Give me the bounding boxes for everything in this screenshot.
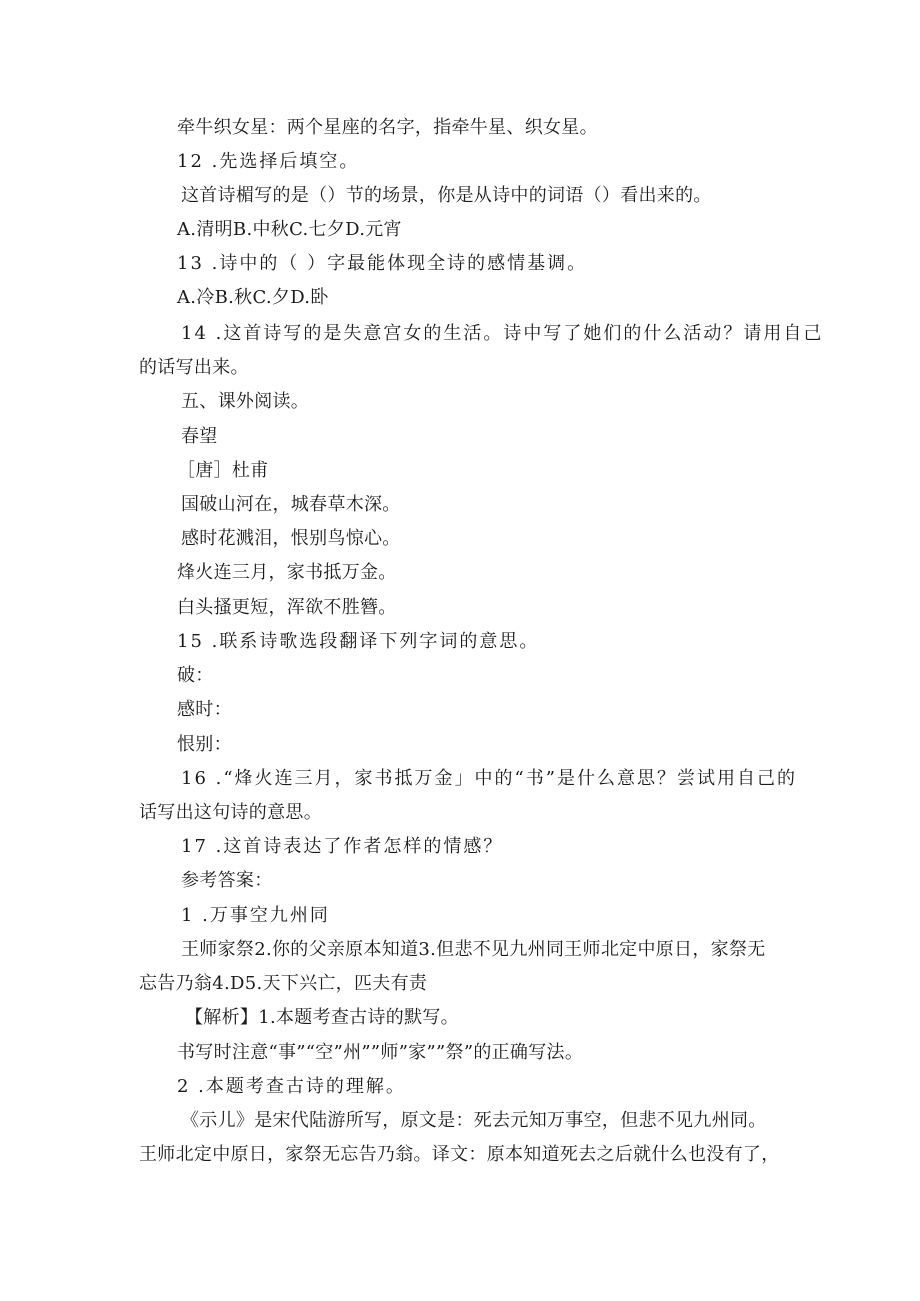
poem-line: 白头搔更短，浑欲不胜簪。 (177, 597, 397, 618)
text-line: 牵牛织女星：两个星座的名字，指牵牛星、织女星。 (177, 117, 598, 138)
text-line: 忘告乃翁4.D5.天下兴亡，匹夫有责 (139, 973, 428, 994)
text-line: 破： (177, 665, 214, 686)
analysis-heading: 【解析】1.本题考查古诗的默写。 (185, 1007, 459, 1028)
text-line: 《示儿》是宋代陆游所写，原文是：死去元知万事空，但悲不见九州同。 (181, 1110, 767, 1131)
text-line: 这首诗楣写的是（）节的场景，你是从诗中的词语（）看出来的。 (181, 185, 712, 206)
text-line: 王师家祭2.你的父亲原本知道3.但悲不见九州同王师北定中原日，家祭无 (181, 939, 766, 960)
question-14: 14 .这首诗写的是失意宫女的生活。诗中写了她们的什么活动？请用自己 (181, 323, 824, 344)
answer-2: 2 .本题考查古诗的理解。 (177, 1076, 406, 1097)
answer-options: A.清明B.中秋C.七夕D.元宵 (177, 219, 402, 240)
question-17: 17 .这首诗表达了作者怎样的情感？ (181, 836, 504, 857)
poem-line: 感时花溅泪，恨别鸟惊心。 (181, 528, 401, 549)
text-line: 王师北定中原日，家祭无忘告乃翁。译文：原本知道死去之后就什么也没有了， (139, 1144, 780, 1165)
question-13: 13 .诗中的（ ）字最能体现全诗的感情基调。 (177, 253, 588, 274)
question-12: 12 .先选择后填空。 (177, 151, 360, 172)
text-line: 的话写出来。 (139, 357, 249, 378)
poem-title: 春望 (181, 426, 218, 447)
poem-author: ［唐］杜甫 (177, 460, 269, 481)
text-line: 话写出这句诗的意思。 (139, 802, 322, 823)
question-16: 16 .“烽火连三月，家书抵万金」中的“书”是什么意思？尝试用自己的 (181, 768, 797, 789)
answer-heading: 参考答案： (181, 870, 273, 891)
text-line: 书写时注意“事”“空”州””师”家””祭”的正确写法。 (177, 1042, 584, 1063)
question-15: 15 .联系诗歌选段翻译下列字词的意思。 (177, 631, 540, 652)
poem-line: 国破山河在，城春草木深。 (181, 494, 401, 515)
answer-options: A.冷B.秋C.夕D.卧 (177, 287, 329, 308)
text-line: 感时： (177, 699, 232, 720)
section-heading: 五、课外阅读。 (181, 391, 310, 412)
poem-line: 烽火连三月，家书抵万金。 (177, 562, 397, 583)
text-line: 恨别： (177, 734, 232, 755)
answer-1: 1 .万事空九州同 (181, 905, 330, 926)
